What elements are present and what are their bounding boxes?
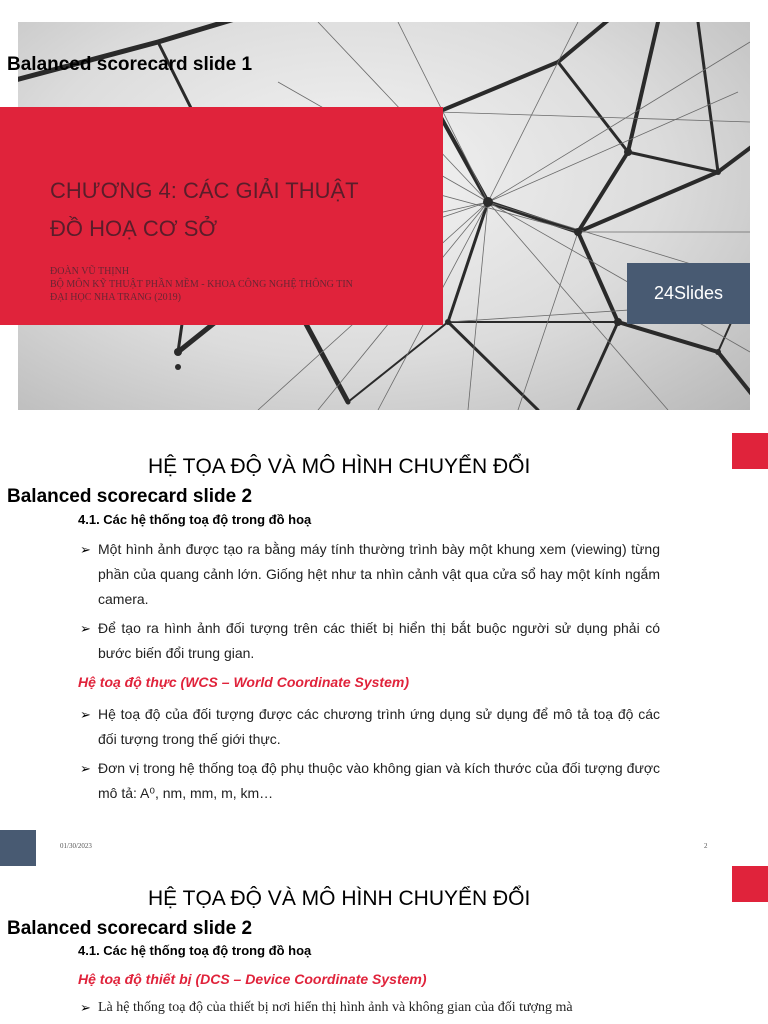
slide-heading: HỆ TỌA ĐỘ VÀ MÔ HÌNH CHUYỂN ĐỔI (148, 455, 531, 478)
list-item (80, 756, 660, 806)
slide-1 (0, 0, 768, 430)
slide-caption: Balanced scorecard slide 1 (7, 54, 253, 75)
section-title: 4.1. Các hệ thống toạ độ trong đồ hoạ (78, 943, 312, 958)
section-title: 4.1. Các hệ thống toạ độ trong đồ hoạ (78, 512, 312, 527)
bullet-text: Để tạo ra hình ảnh đối tượng trên các thiết bị hiển thị bắt buộc người sử dụng phải có bước biến đổi trung gian. (98, 620, 660, 661)
footer-date: 01/30/2023 (60, 842, 92, 850)
author-info (50, 265, 420, 304)
slide-heading: HỆ TỌA ĐỘ VÀ MÔ HÌNH CHUYỂN ĐỔI (148, 887, 531, 910)
brand-logo (627, 263, 750, 324)
slide-caption: Balanced scorecard slide 2 (7, 918, 253, 939)
page-number: 2 (704, 842, 708, 850)
bullet-text: Là hệ thống toạ độ của thiết bị nơi hiển thị hình ảnh và không gian của đối tượng mà (98, 1000, 573, 1015)
university: ĐẠI HỌC NHA TRANG (2019) (50, 292, 181, 303)
footer-accent-bar (0, 830, 36, 866)
dcs-subtitle: Hệ toạ độ thiết bị (DCS – Device Coordinate System) (78, 971, 427, 987)
arrow-bullet-icon: ➢ (80, 707, 91, 722)
chapter-title (50, 172, 430, 248)
arrow-bullet-icon: ➢ (80, 542, 91, 557)
bullet-text: Đơn vị trong hệ thống toạ độ phụ thuộc vào không gian và kích thước của đối tượng được mô tả: A⁰, nm, mm, m, km… (98, 760, 660, 801)
slide-caption: Balanced scorecard slide 2 (7, 486, 253, 507)
arrow-bullet-icon: ➢ (80, 1000, 91, 1015)
list-item (80, 537, 660, 612)
list-item (80, 616, 660, 666)
department: BỘ MÔN KỸ THUẬT PHẦN MỀM - KHOA CÔNG NGHỆ THÔNG TIN (50, 279, 353, 290)
list-item (80, 702, 660, 752)
arrow-bullet-icon: ➢ (80, 621, 91, 636)
bullet-text: Một hình ảnh được tạo ra bằng máy tính thường trình bày một khung xem (viewing) từng phần của quang cảnh lớn. Giống hệt như ta nhìn cảnh vật qua cửa sổ hay một kính ngắm camera. (98, 541, 660, 607)
corner-accent-square (732, 433, 768, 469)
arrow-bullet-icon: ➢ (80, 761, 91, 776)
list-item (80, 1000, 760, 1016)
chapter-title-line-2: ĐỒ HOẠ CƠ SỞ (50, 216, 218, 241)
chapter-title-line-1: CHƯƠNG 4: CÁC GIẢI THUẬT (50, 178, 359, 203)
corner-accent-square (732, 866, 768, 902)
author-name: ĐOÀN VŨ THỊNH (50, 266, 130, 277)
wcs-subtitle: Hệ toạ độ thực (WCS – World Coordinate System) (78, 674, 409, 690)
bullet-text: Hệ toạ độ của đối tượng được các chương trình ứng dụng sử dụng để mô tả toạ độ các đối tượng trong thế giới thực. (98, 706, 660, 747)
brand-text: 24Slides (653, 283, 724, 303)
